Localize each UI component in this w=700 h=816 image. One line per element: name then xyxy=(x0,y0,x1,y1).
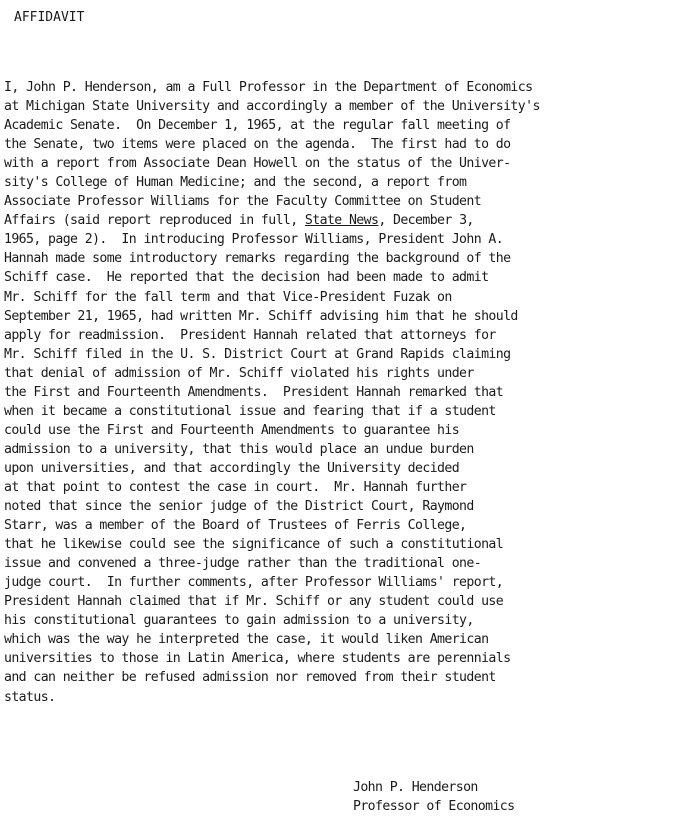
text-line: Schiff case. He reported that the decision had been made to admit xyxy=(4,270,489,286)
signatory-title: Professor of Economics xyxy=(353,799,515,814)
text-segment: , December 3, xyxy=(378,213,474,229)
text-line: which was the way he interpreted the case, it would liken American xyxy=(4,632,489,648)
text-line: judge court. In further comments, after Professor Williams' report, xyxy=(4,575,504,591)
text-line: admission to a university, that this would place an undue burden xyxy=(4,441,474,457)
text-line: the Senate, two items were placed on the agenda. The first had to do xyxy=(4,137,511,153)
signature-block xyxy=(353,778,514,816)
text-line: Academic Senate. On December 1, 1965, at the regular fall meeting of xyxy=(4,118,511,134)
document-title: AFFIDAVIT xyxy=(14,10,85,25)
text-line: the First and Fourteenth Amendments. President Hannah remarked that xyxy=(4,384,504,400)
text-line: 1965, page 2). In introducing Professor Williams, President John A. xyxy=(4,232,504,248)
text-line: Mr. Schiff for the fall term and that Vice-President Fuzak on xyxy=(4,289,452,305)
text-line: that he likewise could see the significance of such a constitutional xyxy=(4,537,504,553)
text-line: universities to those in Latin America, where students are perennials xyxy=(4,651,511,667)
underlined-publication-title: State News xyxy=(304,213,379,229)
text-line: that denial of admission of Mr. Schiff violated his rights under xyxy=(4,365,474,381)
text-line: at that point to contest the case in court. Mr. Hannah further xyxy=(4,479,467,495)
text-line: Associate Professor Williams for the Faculty Committee on Student xyxy=(4,194,482,210)
text-segment: Affairs (said report reproduced in full, xyxy=(4,213,305,229)
signatory-name: John P. Henderson xyxy=(353,780,478,795)
text-line-with-underline xyxy=(4,211,698,230)
text-line: Mr. Schiff filed in the U. S. District Court at Grand Rapids claiming xyxy=(4,346,511,362)
text-line: when it became a constitutional issue and fearing that if a student xyxy=(4,403,496,419)
text-line: I, John P. Henderson, am a Full Professor in the Department of Economics xyxy=(4,80,533,95)
text-line: Hannah made some introductory remarks regarding the background of the xyxy=(4,251,511,267)
text-line: upon universities, and that accordingly the University decided xyxy=(4,460,460,476)
text-line: status. xyxy=(4,689,56,705)
text-line: September 21, 1965, had written Mr. Schiff advising him that he should xyxy=(4,308,518,324)
text-line: with a report from Associate Dean Howell on the status of the Univer- xyxy=(4,156,511,172)
text-line: sity's College of Human Medicine; and the second, a report from xyxy=(4,175,467,191)
text-line: noted that since the senior judge of the District Court, Raymond xyxy=(4,499,474,515)
text-line: his constitutional guarantees to gain admission to a university, xyxy=(4,613,474,629)
text-line: and can neither be refused admission nor removed from their student xyxy=(4,670,496,686)
affidavit-body xyxy=(4,78,698,707)
text-line: could use the First and Fourteenth Amendments to guarantee his xyxy=(4,422,460,438)
text-line: at Michigan State University and accordingly a member of the University's xyxy=(4,99,540,115)
text-line: President Hannah claimed that if Mr. Schiff or any student could use xyxy=(4,594,504,610)
text-line: apply for readmission. President Hannah related that attorneys for xyxy=(4,327,496,343)
text-line: Starr, was a member of the Board of Trustees of Ferris College, xyxy=(4,518,467,534)
text-line: issue and convened a three-judge rather than the traditional one- xyxy=(4,556,482,572)
